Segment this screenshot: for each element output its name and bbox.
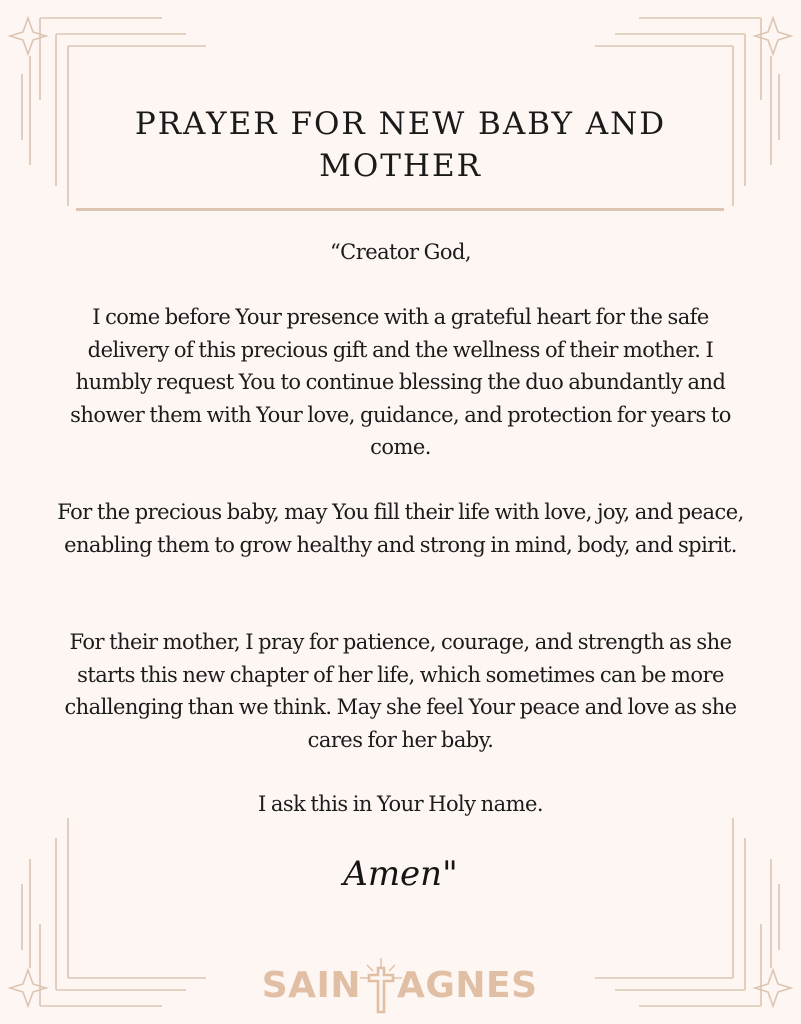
brand-text-right: AGNES xyxy=(397,965,538,1006)
title-divider xyxy=(76,208,724,211)
prayer-paragraph-baby: For the precious baby, may You fill their life with love, joy, and peace, enabling them to grow healthy and strong in mind, body, and spirit. xyxy=(57,500,744,557)
prayer-salutation: “Creator God, xyxy=(330,240,471,264)
prayer-paragraph-gratitude: I come before Your presence with a grateful heart for the safe delivery of this precious gift and the wellness of their mother. I humbly request You to continue blessing the duo abundantly and shower them with Your love, guidance, and protection for years to come. xyxy=(70,305,731,459)
prayer-amen: Amen" xyxy=(343,854,458,894)
brand-logo xyxy=(0,956,801,1016)
prayer-paragraph-closing: I ask this in Your Holy name. xyxy=(258,792,543,816)
prayer-title: PRAYER FOR NEW BABY AND MOTHER xyxy=(134,106,667,184)
brand-text-left: SAIN xyxy=(261,965,361,1006)
prayer-paragraph-mother: For their mother, I pray for patience, courage, and strength as she starts this new chapter of her life, which sometimes can be more challenging than we think. May she feel Your peace and love as she cares for her baby. xyxy=(64,630,737,752)
